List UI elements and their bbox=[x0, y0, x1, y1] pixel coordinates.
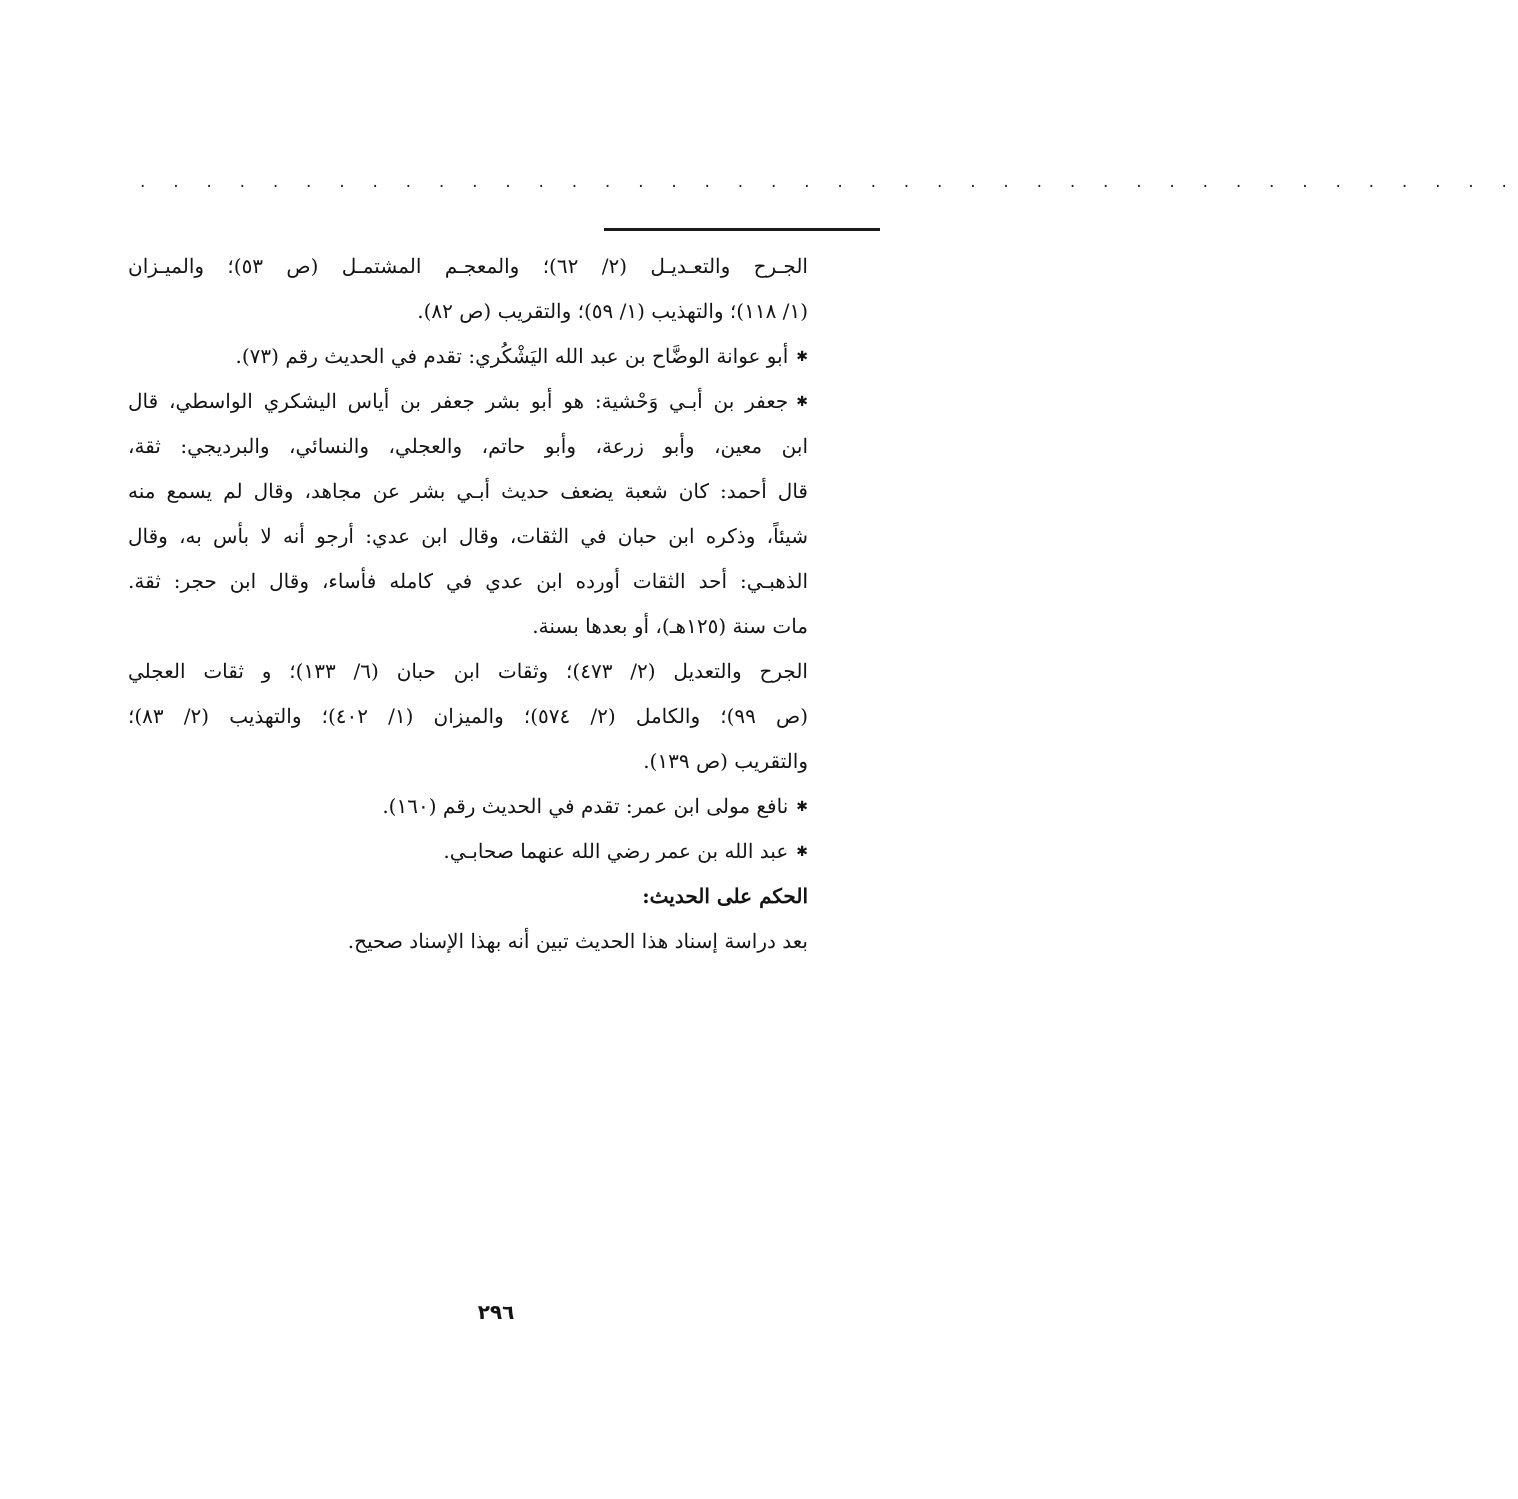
references-paragraph-2 bbox=[128, 649, 808, 784]
text-line: الجـرح والتعـديـل (٢/ ٦٢)؛ والمعجـم المشتمـل (ص ٥٣)؛ والميـزان bbox=[128, 254, 808, 278]
conclusion-text: بعد دراسة إسناد هذا الحديث تبين أنه بهذا الإسناد صحيح. bbox=[347, 929, 808, 953]
narrator-text: أبو عوانة الوضَّاح بن عبد الله اليَشْكُري: تقدم في الحديث رقم (٧٣). bbox=[235, 344, 789, 368]
text-line: قال أحمد: كان شعبة يضعف حديث أبـي بشر عن مجاهد، وقال لم يسمع منه bbox=[128, 479, 808, 503]
text-line: الذهبـي: أحد الثقات أورده ابن عدي في كامله فأساء، وقال ابن حجر: ثقة. bbox=[128, 569, 808, 593]
text-line: ابن معين، وأبو زرعة، وأبو حاتم، والعجلي، والنسائي، والبرديجي: ثقة، bbox=[128, 434, 808, 458]
narrator-entry-abu-awana bbox=[128, 334, 808, 379]
footnote-rule bbox=[604, 228, 880, 231]
text-line: شيئاً، وذكره ابن حبان في الثقات، وقال ابن عدي: أرجو أنه لا بأس به، وقال bbox=[128, 524, 808, 548]
narrator-entry-jafar bbox=[128, 379, 808, 649]
text-line: (ص ٩٩)؛ والكامل (٢/ ٥٧٤)؛ والميزان (١/ ٤٠٢)؛ والتهذيب (٢/ ٨٣)؛ bbox=[128, 704, 808, 728]
page-number: ٢٩٦ bbox=[477, 1300, 515, 1324]
asterisk-bullet-icon: ✱ bbox=[796, 394, 808, 410]
narrator-text: نافع مولى ابن عمر: تقدم في الحديث رقم (١٦٠). bbox=[382, 794, 789, 818]
narrator-entry-ibn-umar bbox=[128, 829, 808, 874]
asterisk-bullet-icon: ✱ bbox=[796, 799, 808, 815]
text-line: (١/ ١١٨)؛ والتهذيب (١/ ٥٩)؛ والتقريب (ص ٨٢). bbox=[417, 299, 808, 323]
text-line: الجرح والتعديل (٢/ ٤٧٣)؛ وثقات ابن حبان (٦/ ١٣٣)؛ و ثقات العجلي bbox=[128, 659, 808, 683]
section-heading: الحكم على الحديث: bbox=[642, 884, 808, 908]
text-line: والتقريب (ص ١٣٩). bbox=[643, 749, 808, 773]
asterisk-bullet-icon: ✱ bbox=[796, 349, 808, 365]
narrator-entry-nafi bbox=[128, 784, 808, 829]
references-paragraph-1 bbox=[128, 244, 808, 334]
text-line: مات سنة (١٢٥هـ)، أو بعدها بسنة. bbox=[532, 614, 808, 638]
text-line: ✱جعفر بن أبـي وَحْشية: هو أبو بشر جعفر بن أياس اليشكري الواسطي، قال bbox=[128, 379, 808, 424]
footnote-text bbox=[128, 244, 808, 964]
narrator-text: عبد الله بن عمر رضي الله عنهما صحابـي. bbox=[443, 839, 789, 863]
asterisk-bullet-icon: ✱ bbox=[796, 844, 808, 860]
separator-dots: . . . . . . . . . . . . . . . . . . . . . . . . . . . . . . . . . . . . . . . . . . bbox=[140, 172, 1518, 192]
